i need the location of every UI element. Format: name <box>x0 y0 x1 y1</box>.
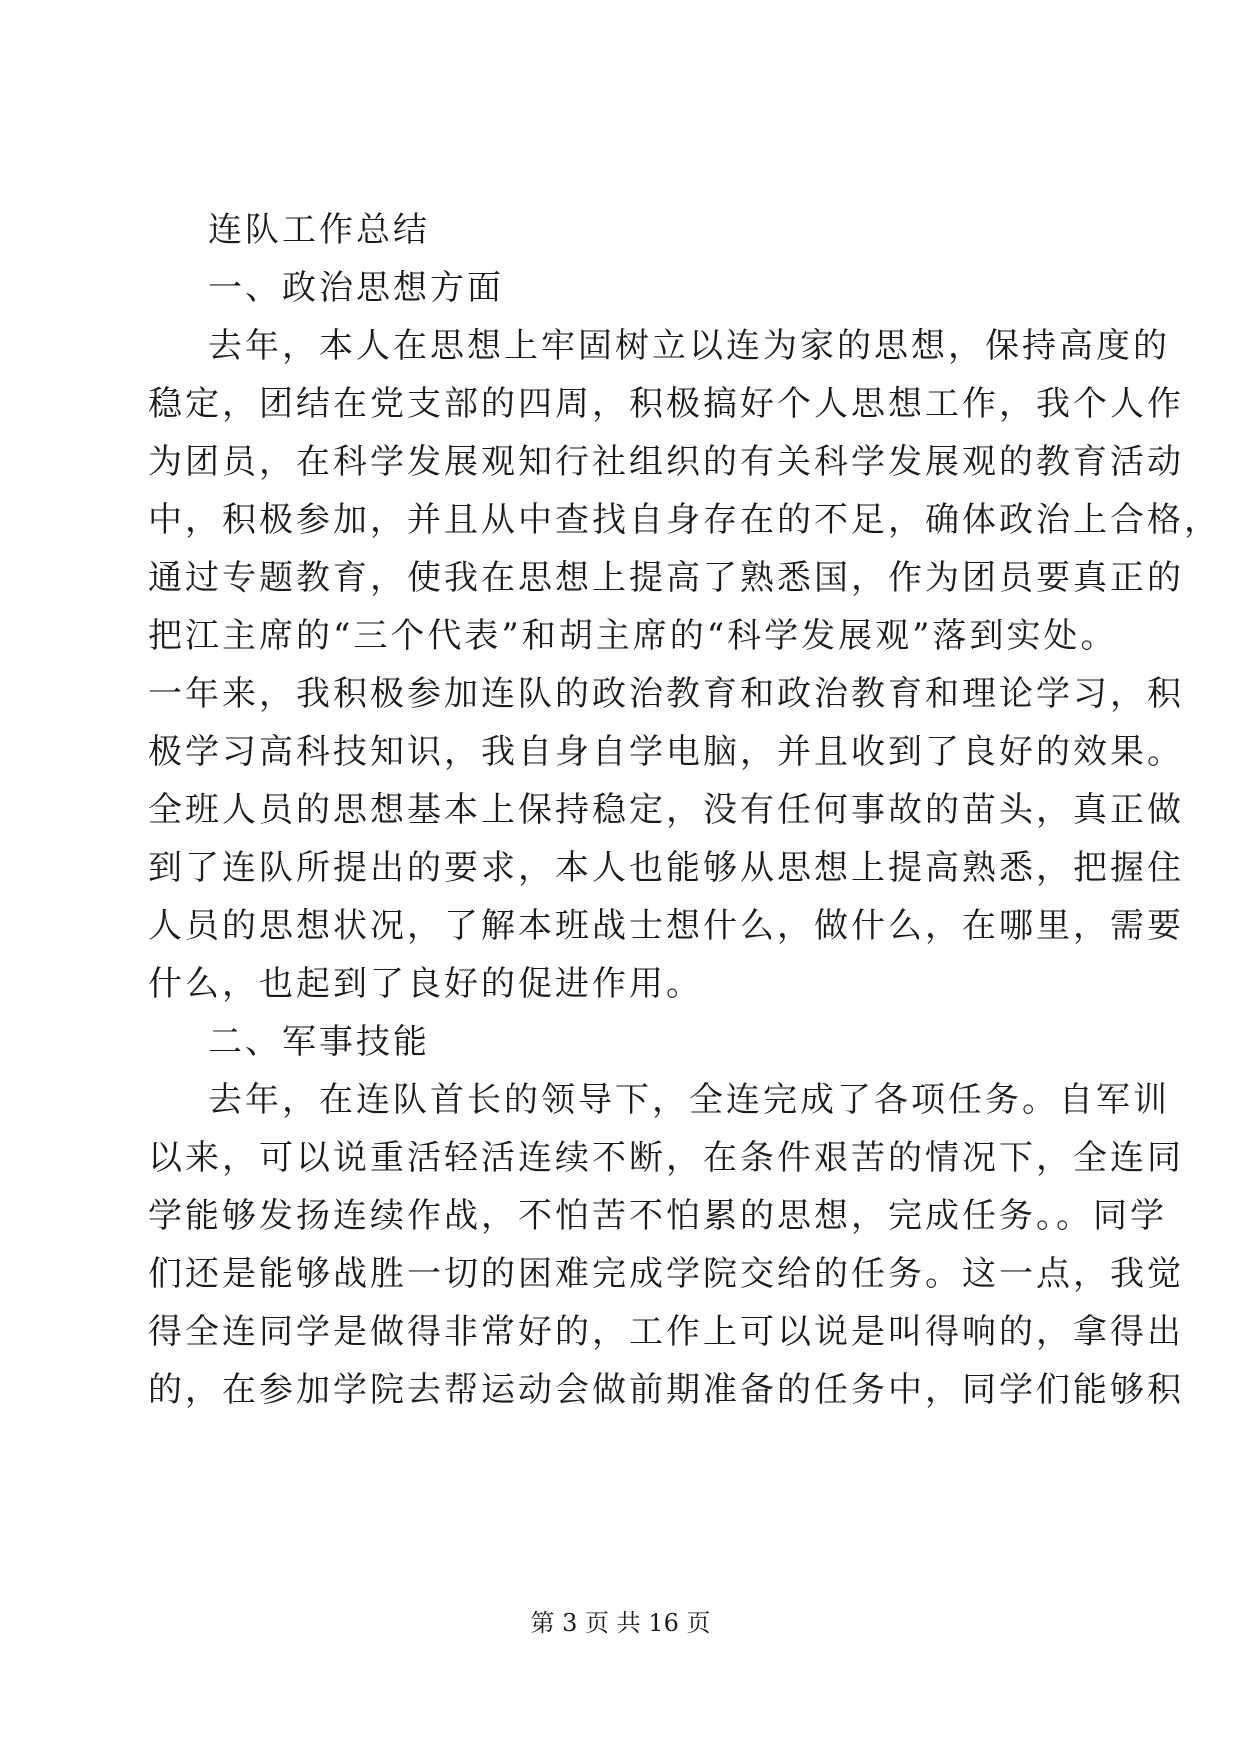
paragraph-line: 把江主席的“三个代表”和胡主席的“科学发展观”落到实处。 <box>148 616 1118 656</box>
paragraph-line: 人员的思想状况，了解本班战士想什么，做什么，在哪里，需要 <box>148 906 1184 946</box>
paragraph-line: 们还是能够战胜一切的困难完成学院交给的任务。这一点，我觉 <box>148 1254 1184 1294</box>
paragraph-line: 的，在参加学院去帮运动会做前期准备的任务中，同学们能够积 <box>148 1370 1184 1410</box>
paragraph-line: 得全连同学是做得非常好的，工作上可以说是叫得响的，拿得出 <box>148 1312 1184 1352</box>
section-heading-military: 二、军事技能 <box>208 1022 430 1062</box>
paragraph-line: 以来，可以说重活轻活连续不断，在条件艰苦的情况下，全连同 <box>148 1138 1184 1178</box>
paragraph-line: 中，积极参加，并且从中查找自身存在的不足，确体政治上合格， <box>148 500 1221 540</box>
paragraph-line: 到了连队所提出的要求，本人也能够从思想上提高熟悉，把握住 <box>148 848 1184 888</box>
document-title: 连队工作总结 <box>208 210 430 250</box>
paragraph-line: 去年，本人在思想上牢固树立以连为家的思想，保持高度的 <box>208 326 1170 366</box>
page-number-footer: 第 3 页 共 16 页 <box>530 1609 711 1637</box>
paragraph-line: 什么，也起到了良好的促进作用。 <box>148 964 703 1004</box>
section-heading-politics: 一、政治思想方面 <box>208 268 504 308</box>
paragraph-line: 全班人员的思想基本上保持稳定，没有任何事故的苗头，真正做 <box>148 790 1184 830</box>
paragraph-line: 去年，在连队首长的领导下，全连完成了各项任务。自军训 <box>208 1080 1170 1120</box>
paragraph-line: 稳定，团结在党支部的四周，积极搞好个人思想工作，我个人作 <box>148 384 1184 424</box>
paragraph-line: 一年来，我积极参加连队的政治教育和政治教育和理论学习，积 <box>148 674 1184 714</box>
paragraph-line: 为团员，在科学发展观知行社组织的有关科学发展观的教育活动 <box>148 442 1184 482</box>
paragraph-line: 极学习高科技知识，我自身自学电脑，并且收到了良好的效果。 <box>148 732 1184 772</box>
paragraph-line: 学能够发扬连续作战，不怕苦不怕累的思想，完成任务。。同学 <box>148 1196 1167 1236</box>
paragraph-line: 通过专题教育，使我在思想上提高了熟悉国，作为团员要真正的 <box>148 558 1184 598</box>
